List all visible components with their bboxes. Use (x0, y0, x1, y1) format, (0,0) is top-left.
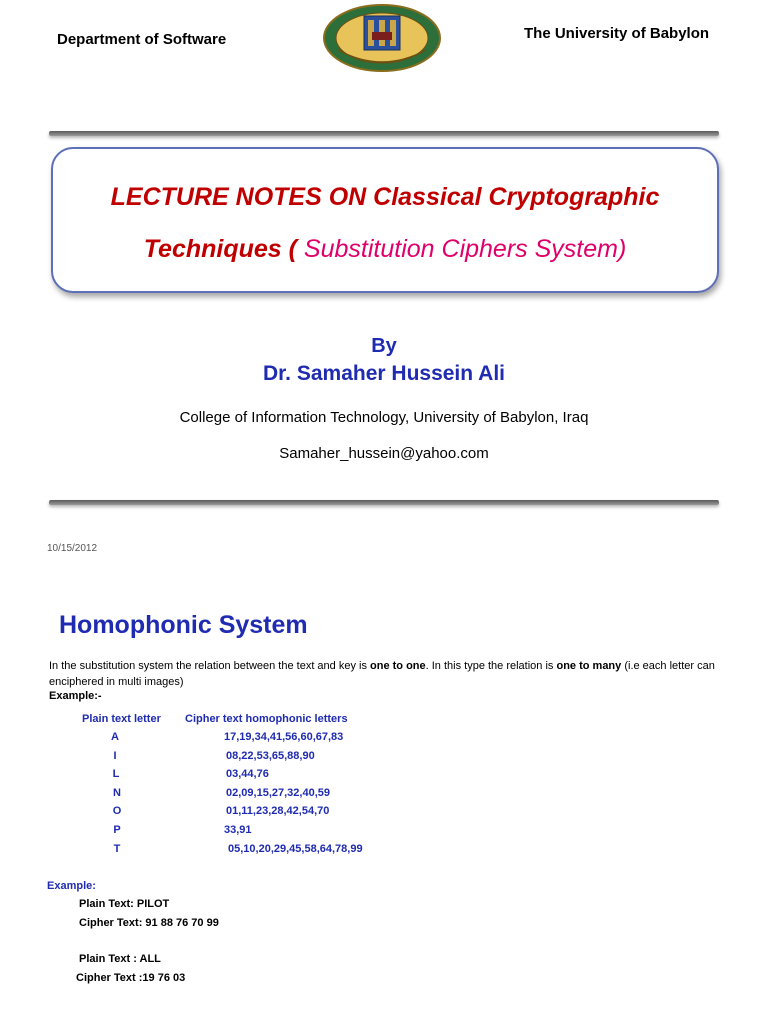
title-line-2-main: Techniques ( (143, 235, 297, 263)
example-cipher-text: Cipher Text: 91 88 76 70 99 (79, 917, 219, 929)
table-header-cipher: Cipher text homophonic letters (185, 713, 348, 725)
table-row-values: 17,19,34,41,56,60,67,83 (224, 731, 344, 743)
intro-text-2: . In this type the relation is (425, 660, 557, 672)
example-2-label: Example: (47, 880, 96, 892)
example-label: Example:- (49, 690, 102, 702)
title-box (51, 147, 719, 293)
table-row-letter: N (113, 787, 121, 799)
table-row-values: 03,44,76 (226, 768, 269, 780)
intro-text-1: In the substitution system the relation between the text and key is (49, 660, 371, 672)
table-header-plain: Plain text letter (82, 713, 161, 725)
university-logo (320, 2, 444, 72)
date-label: 10/15/2012 (47, 543, 98, 554)
intro-text-3: (i.e each letter can enciphered in multi images) (49, 660, 715, 688)
intro-bold-1: one to one (370, 660, 426, 672)
title-line-1: LECTURE NOTES ON Classical Cryptographic (110, 183, 660, 211)
department-label: Department of Software (57, 31, 227, 48)
bottom-separator (49, 500, 719, 505)
table-row-values: 01,11,23,28,42,54,70 (226, 805, 330, 817)
intro-paragraph (49, 658, 729, 690)
example-plain-text: Plain Text : ALL (79, 953, 161, 965)
section-title: Homophonic System (59, 611, 308, 639)
table-row-values: 02,09,15,27,32,40,59 (226, 787, 330, 799)
table-row-letter: P (113, 824, 121, 836)
table-row-letter: I (113, 750, 117, 762)
author-email: Samaher_hussein@yahoo.com (279, 445, 489, 462)
table-row-letter: T (113, 843, 121, 855)
table-row-values: 33,91 (224, 824, 252, 836)
table-row-values: 08,22,53,65,88,90 (226, 750, 315, 762)
table-row-letter: O (112, 805, 122, 817)
table-row-values: 05,10,20,29,45,58,64,78,99 (228, 843, 363, 855)
college-affiliation: College of Information Technology, University of Babylon, Iraq (179, 409, 589, 426)
title-line-2 (53, 235, 717, 264)
example-plain-text: Plain Text: PILOT (79, 898, 170, 910)
top-separator (49, 131, 719, 136)
university-label: The University of Babylon (524, 25, 710, 42)
table-row-letter: A (111, 731, 119, 743)
table-row-letter: L (112, 768, 120, 780)
intro-bold-2: one to many (556, 660, 622, 672)
example-cipher-text: Cipher Text :19 76 03 (76, 972, 186, 984)
author-name: Dr. Samaher Hussein Ali (263, 362, 505, 385)
by-label: By (371, 335, 397, 357)
title-line-2-sub: Substitution Ciphers System) (296, 235, 627, 263)
